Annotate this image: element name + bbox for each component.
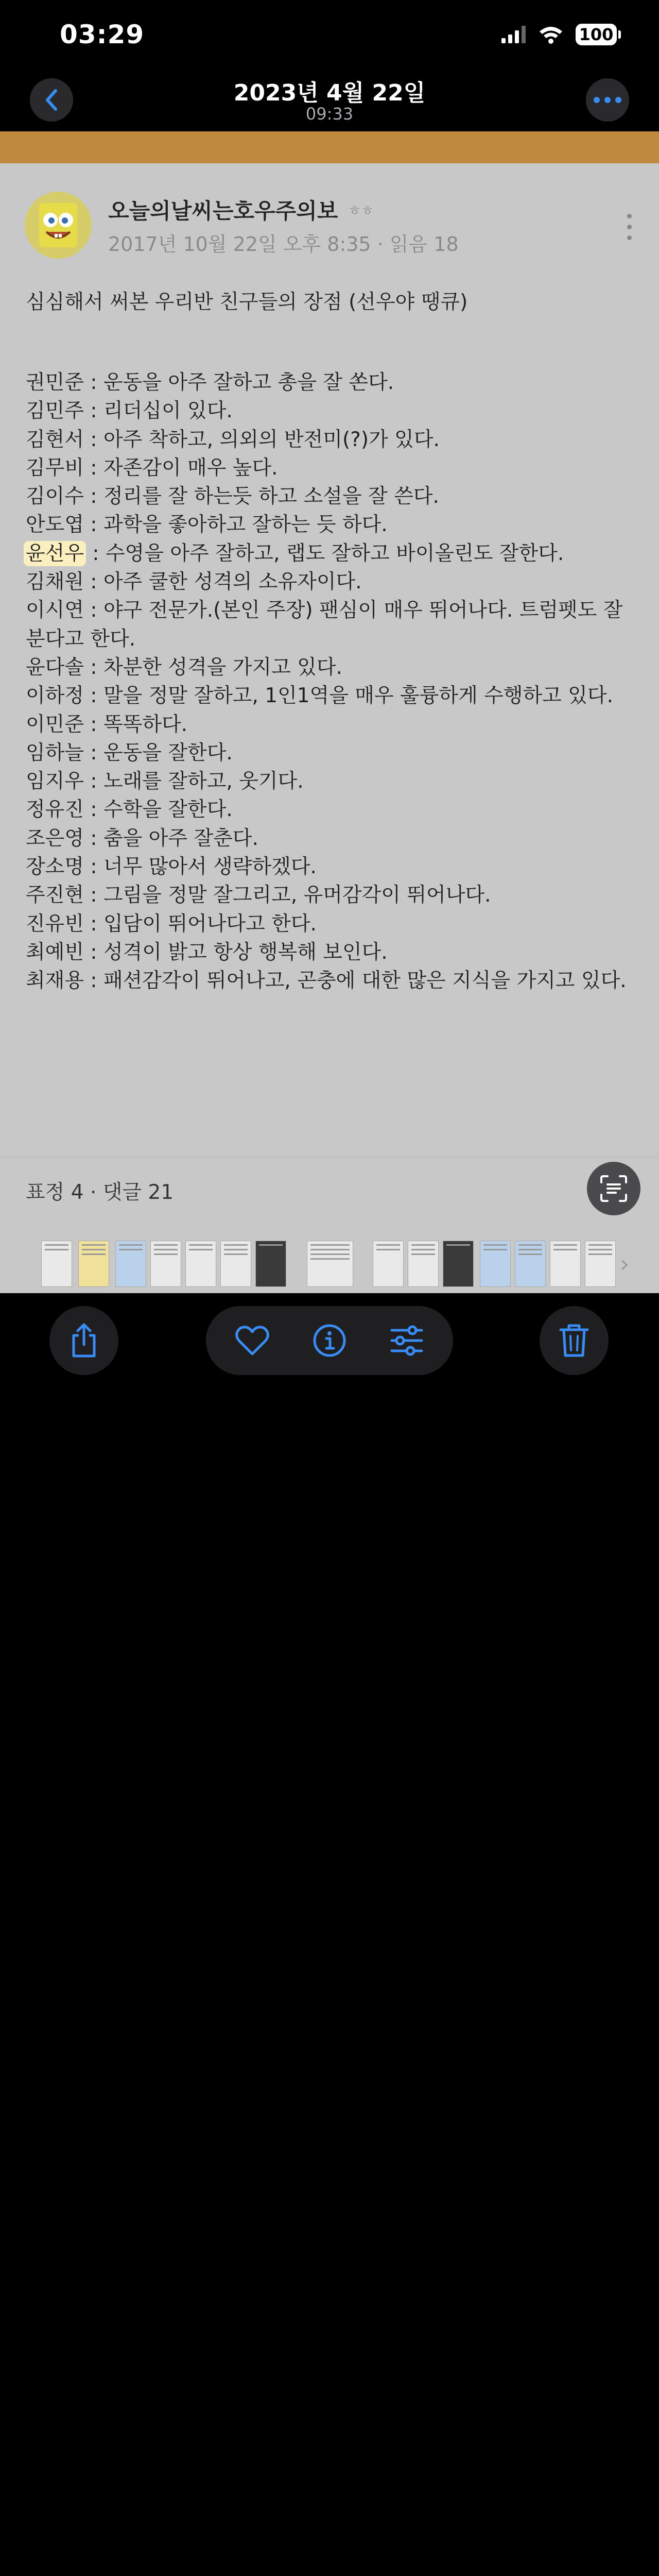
bottom-toolbar: [0, 1293, 659, 1427]
photo-content[interactable]: [0, 131, 659, 1293]
thumbnail[interactable]: [220, 1241, 251, 1287]
chevron-right-icon: ›: [620, 1250, 630, 1278]
author-name: 오늘의날씨는호우주의보: [108, 198, 338, 224]
cellular-signal-icon: [501, 26, 526, 43]
body-line: 이민준 : 똑똑하다.: [26, 713, 188, 736]
post-body: [26, 368, 633, 995]
thumbnail[interactable]: [150, 1241, 181, 1287]
status-bar: [0, 0, 659, 72]
cafe-title-bar: [0, 131, 659, 163]
live-text-icon: [599, 1174, 628, 1203]
body-line-highlighted: [26, 539, 633, 568]
body-line: 조은영 : 춤을 아주 잘춘다.: [26, 826, 258, 850]
battery-indicator: 100: [576, 24, 617, 45]
thumbnail[interactable]: [115, 1241, 146, 1287]
kebab-icon: [627, 214, 632, 246]
body-line: 안도엽 : 과학을 좋아하고 잘하는 듯 하다.: [26, 513, 388, 537]
thumbnail[interactable]: [585, 1241, 616, 1287]
body-line: 김이수 : 정리를 잘 하는듯 하고 소설을 잘 쓴다.: [26, 485, 439, 509]
thumbnail[interactable]: [78, 1241, 109, 1287]
info-button[interactable]: [309, 1320, 350, 1361]
thumbnail[interactable]: [480, 1241, 511, 1287]
sponge-character-icon: [25, 192, 92, 259]
thumbnail[interactable]: [408, 1241, 439, 1287]
body-line: 김현서 : 아주 착하고, 의외의 반전미(?)가 있다.: [26, 428, 440, 451]
share-icon: [67, 1322, 100, 1359]
trash-icon: [559, 1323, 589, 1359]
thumbnail-strip[interactable]: [0, 1230, 659, 1293]
photo-time: 09:33: [305, 104, 354, 124]
body-line: 김민주 : 리더십이 있다.: [26, 399, 233, 423]
thumbnail[interactable]: [550, 1241, 581, 1287]
sliders-icon: [390, 1325, 424, 1356]
thumbnail[interactable]: [185, 1241, 216, 1287]
reaction-count: 표정 4 · 댓글 21: [26, 1181, 174, 1204]
body-line: 김무비 : 자존감이 매우 높다.: [26, 456, 278, 480]
body-line-rest: : 수영을 아주 잘하고, 랩도 잘하고 바이올린도 잘한다.: [86, 541, 564, 565]
more-button[interactable]: [586, 78, 629, 122]
body-line: 최재용 : 패션감각이 뛰어나고, 곤충에 대한 많은 지식을 가지고 있다.: [26, 969, 627, 993]
body-line: 권민준 : 운동을 아주 잘하고 총을 잘 쏜다.: [26, 371, 394, 394]
thumbnail[interactable]: [255, 1241, 286, 1287]
post-meta: 2017년 10월 22일 오후 8:35 · 읽음 18: [108, 233, 459, 256]
body-line: 임지우 : 노래를 잘하고, 웃기다.: [26, 770, 304, 793]
share-button[interactable]: [49, 1306, 118, 1375]
action-pill: [206, 1306, 453, 1375]
favorite-button[interactable]: [232, 1320, 273, 1361]
status-icons: [501, 24, 617, 45]
author-badge: ㅎㅎ: [348, 204, 374, 219]
wifi-icon: [539, 25, 563, 44]
body-line: 임하늘 : 운동을 잘한다.: [26, 741, 233, 765]
body-line: 진유빈 : 입담이 뛰어나다고 한다.: [26, 912, 317, 936]
thumbnail[interactable]: [515, 1241, 546, 1287]
body-line: 김채원 : 아주 쿨한 성격의 소유자이다.: [26, 570, 362, 594]
live-text-highlight[interactable]: 윤선우: [24, 541, 86, 566]
body-line: 최예빈 : 성격이 밝고 항상 행복해 보인다.: [26, 940, 388, 964]
thumbnail[interactable]: [443, 1241, 474, 1287]
thumbnail[interactable]: [373, 1241, 404, 1287]
adjust-button[interactable]: [386, 1320, 427, 1361]
photo-date: 2023년 4월 22일: [233, 80, 426, 106]
divider: [0, 1157, 659, 1158]
body-line: 주진현 : 그림을 정말 잘그리고, 유머감각이 뛰어나다.: [26, 884, 491, 907]
delete-button[interactable]: [540, 1306, 609, 1375]
info-icon: [313, 1324, 346, 1358]
body-line: 장소명 : 너무 많아서 생략하겠다.: [26, 855, 317, 879]
avatar: [25, 192, 92, 259]
body-line: 분다고 한다.: [26, 627, 136, 651]
body-line: 이하정 : 말을 정말 잘하고, 1인1역을 매우 훌륭하게 수행하고 있다.: [26, 684, 613, 708]
body-line: 정유진 : 수학을 잘한다.: [26, 798, 233, 822]
live-text-button[interactable]: [587, 1162, 640, 1215]
heart-icon: [235, 1325, 269, 1356]
ellipsis-icon: [593, 96, 622, 104]
body-line: 윤다솔 : 차분한 성격을 가지고 있다.: [26, 655, 342, 679]
post-title: 심심해서 써본 우리반 친구들의 장점 (선우야 땡큐): [26, 291, 468, 314]
thumbnail-current[interactable]: [307, 1241, 353, 1287]
photo-header: [0, 72, 659, 131]
body-line: 이시연 : 야구 전문가.(본인 주장) 팬심이 매우 뛰어나다. 트럼펫도 잘: [26, 599, 623, 622]
status-time: 03:29: [60, 20, 145, 49]
thumbnail[interactable]: [41, 1241, 72, 1287]
